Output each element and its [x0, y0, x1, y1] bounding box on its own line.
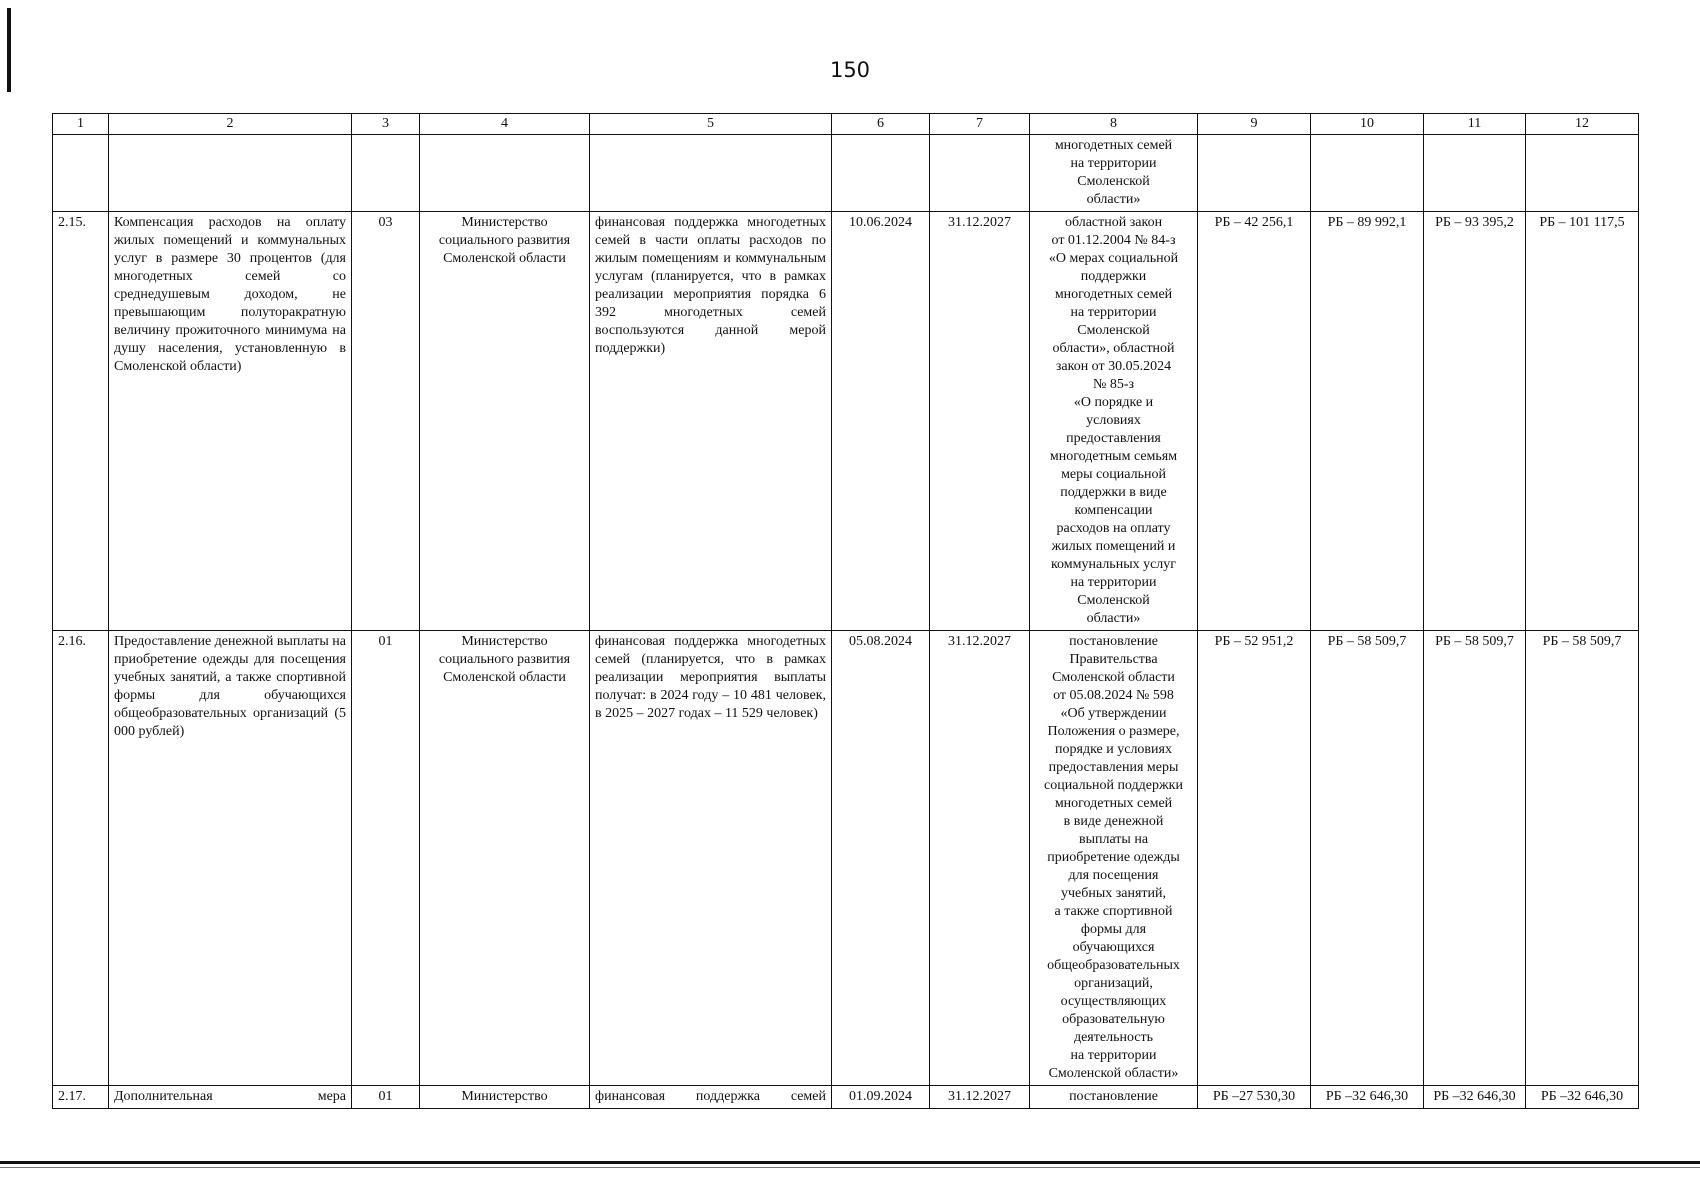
law-line: коммунальных услуг — [1050, 557, 1177, 572]
funding-2027: РБ – 58 509,7 — [1526, 631, 1639, 1086]
law-line: на территории — [1070, 1048, 1157, 1063]
law-line: на территории — [1070, 575, 1157, 590]
column-header: 4 — [420, 114, 590, 135]
continuation-row — [53, 135, 1639, 212]
funding-2026: РБ – 93 395,2 — [1424, 212, 1526, 631]
description: финансовая поддержка семей — [590, 1086, 832, 1109]
law-line: на территории — [1070, 305, 1157, 320]
law-line: Смоленской — [1077, 174, 1150, 189]
law-line: Положения о размере, — [1047, 724, 1180, 739]
column-header: 3 — [352, 114, 420, 135]
law-line: области» — [1086, 192, 1141, 207]
measure-name: Предоставление денежной выплаты на приобретение одежды для посещения учебных занятий, а также спортивной формы для обучающихся общеобразовательных организаций (5 000 рублей) — [109, 631, 352, 1086]
funding-2025: РБ – 58 509,7 — [1311, 631, 1424, 1086]
end-date: 31.12.2027 — [930, 631, 1030, 1086]
law-line: постановление — [1069, 634, 1158, 649]
law-line: а также спортивной — [1054, 904, 1173, 919]
law-line: многодетных семей — [1054, 287, 1173, 302]
executor: Министерство — [420, 1086, 590, 1109]
law-line: в виде денежной — [1063, 814, 1164, 829]
column-header: 11 — [1424, 114, 1526, 135]
law-line: расходов на оплату — [1056, 521, 1171, 536]
start-date: 10.06.2024 — [832, 212, 930, 631]
law-line: Смоленской — [1077, 323, 1150, 338]
description: финансовая поддержка многодетных семей в части оплаты расходов по жилым помещениям и коммунальным услугам (планируется, что в рамках реализации мероприятия порядка 6 392 многодетных семей воспользуются данной мерой поддержки) — [590, 212, 832, 631]
row-number: 2.15. — [53, 212, 109, 631]
law-line: многодетным семьям — [1049, 449, 1178, 464]
row-number: 2.16. — [53, 631, 109, 1086]
legal-basis — [1030, 212, 1198, 631]
measure-name: Дополнительная мера — [109, 1086, 352, 1109]
description: финансовая поддержка многодетных семей (планируется, что в рамках реализации мероприятия выплаты получат: в 2024 году – 10 481 человек, в 2025 – 2027 годах – 11 529 человек) — [590, 631, 832, 1086]
executor: Министерство социального развития Смоленской области — [420, 631, 590, 1086]
law-line: меры социальной — [1061, 467, 1166, 482]
law-line: образовательную — [1062, 1012, 1165, 1027]
law-line: области» — [1086, 611, 1141, 626]
law-line: на территории — [1070, 156, 1157, 171]
measure-code: 03 — [352, 212, 420, 631]
column-header: 8 — [1030, 114, 1198, 135]
law-line: жилых помещений и — [1051, 539, 1176, 554]
table-row — [53, 212, 1639, 631]
law-line: постановление — [1069, 1089, 1158, 1104]
law-line: приобретение одежды — [1047, 850, 1180, 865]
law-line: осуществляющих — [1060, 994, 1167, 1009]
law-line: поддержки в виде — [1060, 485, 1167, 500]
start-date: 05.08.2024 — [832, 631, 930, 1086]
funding-2026: РБ –32 646,30 — [1424, 1086, 1526, 1109]
law-line: Смоленской области — [1052, 670, 1175, 685]
law-line: компенсации — [1074, 503, 1153, 518]
measures-table — [52, 113, 1639, 1109]
funding-2025: РБ –32 646,30 — [1311, 1086, 1424, 1109]
legal-basis — [1030, 1086, 1198, 1109]
continuation-law-cell — [1030, 135, 1198, 212]
table-row — [53, 631, 1639, 1086]
funding-2025: РБ – 89 992,1 — [1311, 212, 1424, 631]
law-line: Смоленской — [1077, 593, 1150, 608]
legal-basis — [1030, 631, 1198, 1086]
column-header: 2 — [109, 114, 352, 135]
law-line: обучающихся — [1072, 940, 1155, 955]
end-date: 31.12.2027 — [930, 212, 1030, 631]
column-header: 5 — [590, 114, 832, 135]
law-line: организаций, — [1074, 976, 1153, 991]
page-bottom-rule — [0, 1161, 1700, 1164]
law-line: предоставления меры — [1048, 760, 1179, 775]
measure-name: Компенсация расходов на оплату жилых помещений и коммунальных услуг в размере 30 процентов (для многодетных семей со среднедушевым доходом, не превышающим полуторакратную величину прожиточного минимума на душу населения, установленную в Смоленской области) — [109, 212, 352, 631]
funding-2026: РБ – 58 509,7 — [1424, 631, 1526, 1086]
law-line: предоставления — [1066, 431, 1161, 446]
law-line: № 85-з — [1092, 377, 1135, 392]
row-number: 2.17. — [53, 1086, 109, 1109]
column-header: 9 — [1198, 114, 1311, 135]
funding-2024: РБ – 52 951,2 — [1198, 631, 1311, 1086]
funding-2027: РБ –32 646,30 — [1526, 1086, 1639, 1109]
law-line: для посещения — [1068, 868, 1159, 883]
law-line: многодетных семей — [1054, 138, 1173, 153]
law-line: общеобразовательных — [1047, 958, 1180, 973]
law-line: выплаты на — [1078, 832, 1149, 847]
column-header: 12 — [1526, 114, 1639, 135]
measure-code: 01 — [352, 631, 420, 1086]
end-date: 31.12.2027 — [930, 1086, 1030, 1109]
law-line: Смоленской области» — [1048, 1066, 1179, 1081]
start-date: 01.09.2024 — [832, 1086, 930, 1109]
law-line: формы для — [1080, 922, 1147, 937]
law-line: закон от 30.05.2024 — [1055, 359, 1172, 374]
column-header: 10 — [1311, 114, 1424, 135]
law-line: деятельность — [1073, 1030, 1154, 1045]
column-header: 7 — [930, 114, 1030, 135]
law-line: «Об утверждении — [1060, 706, 1167, 721]
law-line: от 01.12.2004 № 84-з — [1051, 233, 1176, 248]
law-line: областной закон — [1064, 215, 1163, 230]
law-line: «О мерах социальной — [1048, 251, 1179, 266]
law-line: Правительства — [1069, 652, 1158, 667]
page-bottom-rule — [0, 1167, 1700, 1168]
table-row — [53, 1086, 1639, 1109]
executor: Министерство социального развития Смоленской области — [420, 212, 590, 631]
law-line: от 05.08.2024 № 598 — [1053, 688, 1174, 703]
funding-2024: РБ – 42 256,1 — [1198, 212, 1311, 631]
header-row — [53, 114, 1639, 135]
funding-2027: РБ – 101 117,5 — [1526, 212, 1639, 631]
funding-2024: РБ –27 530,30 — [1198, 1086, 1311, 1109]
law-line: «О порядке и — [1073, 395, 1154, 410]
law-line: поддержки — [1080, 269, 1147, 284]
law-line: порядке и условиях — [1055, 742, 1172, 757]
law-line: учебных занятий, — [1060, 886, 1167, 901]
law-line: социальной поддержки — [1044, 778, 1183, 793]
page-number: 150 — [829, 58, 871, 82]
law-line: многодетных семей — [1054, 796, 1173, 811]
measure-code: 01 — [352, 1086, 420, 1109]
law-line: области», областной — [1052, 341, 1175, 356]
law-line: условиях — [1086, 413, 1141, 428]
column-header: 1 — [53, 114, 109, 135]
column-header: 6 — [832, 114, 930, 135]
